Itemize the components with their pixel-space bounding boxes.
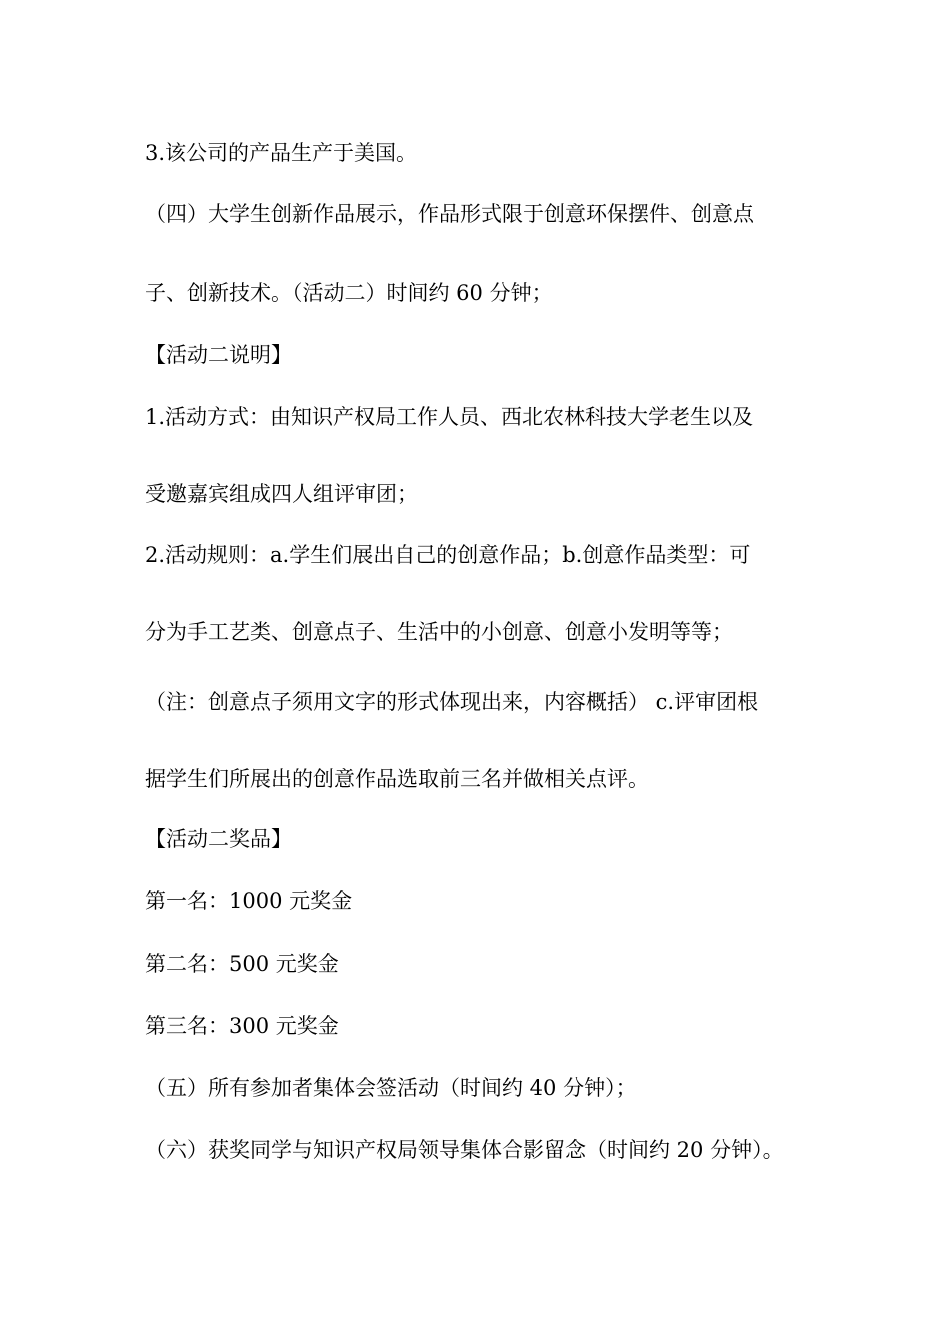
- text-line-third-prize: 第三名：300 元奖金: [145, 1014, 339, 1038]
- text-line-section-four-continued: 子、创新技术。（活动二）时间约 60 分钟；: [145, 281, 553, 305]
- text-line-product-origin: 3.该公司的产品生产于美国。: [145, 141, 418, 165]
- text-line-activity-two-description-heading: 【活动二说明】: [145, 343, 292, 367]
- text-line-activity-rules-judging: 据学生们所展出的创意作品选取前三名并做相关点评。: [145, 767, 649, 791]
- text-line-activity-rules-note: （注：创意点子须用文字的形式体现出来，内容概括） c.评审团根: [145, 690, 759, 714]
- text-line-section-four-heading: （四）大学生创新作品展示，作品形式限于创意环保摆件、创意点: [145, 202, 754, 226]
- text-line-activity-method: 1.活动方式：由知识产权局工作人员、西北农林科技大学老生以及: [145, 405, 754, 429]
- text-line-section-six: （六）获奖同学与知识产权局领导集体合影留念（时间约 20 分钟）。: [145, 1138, 784, 1162]
- text-line-activity-rules-continued: 分为手工艺类、创意点子、生活中的小创意、创意小发明等等；: [145, 620, 733, 644]
- text-line-first-prize: 第一名：1000 元奖金: [145, 889, 353, 913]
- text-line-activity-two-prizes-heading: 【活动二奖品】: [145, 827, 292, 851]
- text-line-section-five: （五）所有参加者集体会签活动（时间约 40 分钟）；: [145, 1076, 637, 1100]
- text-line-activity-rules: 2.活动规则：a.学生们展出自己的创意作品；b.创意作品类型：可: [145, 543, 751, 567]
- text-line-activity-method-continued: 受邀嘉宾组成四人组评审团；: [145, 482, 418, 506]
- text-line-second-prize: 第二名：500 元奖金: [145, 952, 339, 976]
